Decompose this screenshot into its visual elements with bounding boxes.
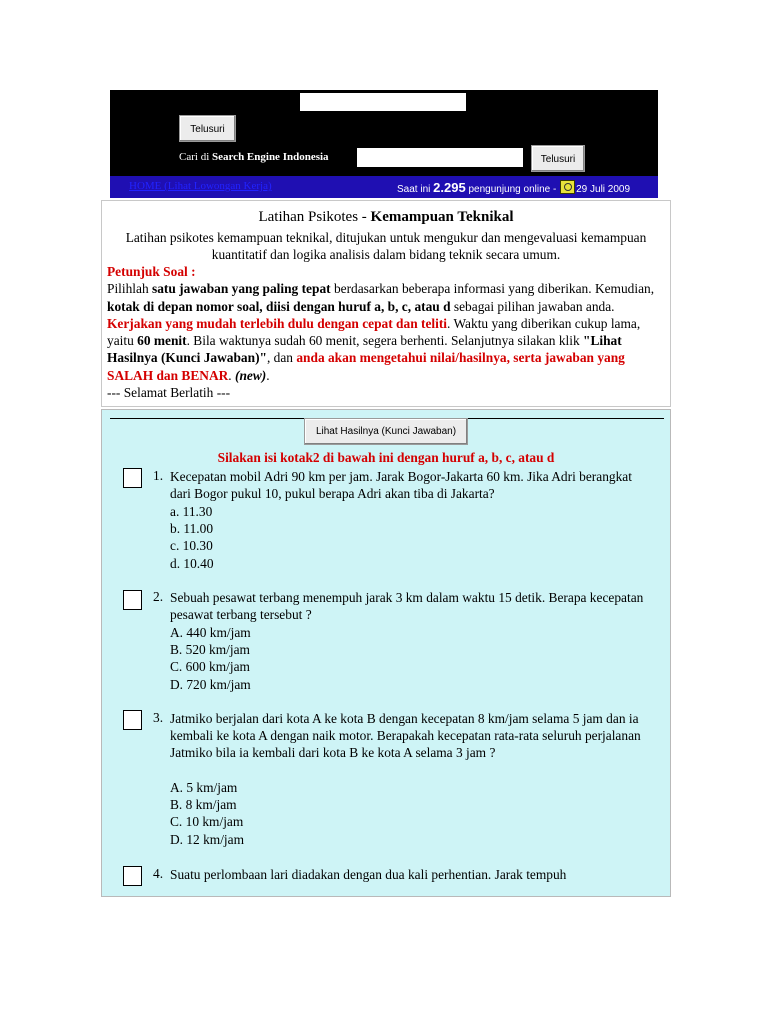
question-options-1 xyxy=(170,503,214,572)
option: B. 520 km/jam xyxy=(170,642,250,658)
intro-text-15: . xyxy=(266,367,270,383)
intro-text-8: 60 menit xyxy=(137,333,187,349)
option: D. 720 km/jam xyxy=(170,676,251,692)
question-text-1: Kecepatan mobil Adri 90 km per jam. Jarak Bogor-Jakarta 60 km. Jika Adri berangkat dari Bogor pukul 10, pukul berapa Adri akan tiba di Jakarta? xyxy=(170,469,632,502)
quiz-instruction: Silakan isi kotak2 di bawah ini dengan huruf a, b, c, atau d xyxy=(217,450,555,465)
option: b. 11.00 xyxy=(170,521,214,537)
option: A. 440 km/jam xyxy=(170,625,251,640)
intro-text-6: Kerjakan yang mudah terlebih dulu dengan cepat dan teliti xyxy=(107,315,448,331)
visitors-count: 2.295 xyxy=(433,180,466,195)
intro-instructions xyxy=(107,263,667,401)
question-text-3: Jatmiko berjalan dari kota A ke kota B dengan kecepatan 8 km/jam selama 5 jam dan ia kembali ke kota A dengan naik motor. Berapakah kecepatan rata-rata seluruh perjalanan Jatmiko bila ia kembali dari kota B ke kota A selama 3 jam ? xyxy=(170,711,641,761)
intro-text-13: . xyxy=(228,367,235,383)
option: d. 10.40 xyxy=(170,555,214,571)
option: A. 5 km/jam xyxy=(170,780,238,795)
question-number-2: 2. xyxy=(153,589,164,604)
home-link[interactable]: HOME (Lihat Lowongan Kerja) xyxy=(129,180,272,192)
intro-text-5: sebagai pilihan jawaban anda. xyxy=(450,298,615,314)
date-text: 29 Juli 2009 xyxy=(576,184,631,195)
search-engine-button[interactable]: Telusuri xyxy=(531,145,585,172)
option: C. 10 km/jam xyxy=(170,814,244,830)
question-options-2 xyxy=(170,624,251,693)
page-title xyxy=(101,209,671,226)
intro-text-3: berdasarkan beberapa informasi yang diberikan. Kemudian, xyxy=(330,281,655,297)
option: c. 10.30 xyxy=(170,538,213,554)
question-number-3: 3. xyxy=(153,710,164,725)
visitors-suffix: pengunjung online - xyxy=(465,184,560,195)
search-button[interactable]: Telusuri xyxy=(179,115,236,142)
intro-text-2: satu jawaban yang paling tepat xyxy=(152,281,331,297)
intro-text-7: . Waktu yang diberikan cukup lama, yaitu xyxy=(107,315,641,349)
question-text-4: Suatu perlombaan lari diadakan dengan dua kali perhentian. Jarak tempuh xyxy=(170,867,567,882)
option: D. 12 km/jam xyxy=(170,831,245,847)
option: a. 11.30 xyxy=(170,504,213,519)
answer-box-3[interactable] xyxy=(123,710,142,730)
answer-box-4[interactable] xyxy=(123,866,142,886)
intro-text-9: . Bila waktunya sudah 60 menit, segera berhenti. Selanjutnya silakan klik xyxy=(186,333,584,349)
closing-text: --- Selamat Berlatih --- xyxy=(107,385,231,401)
intro-text-4: kotak di depan nomor soal, diisi dengan huruf a, b, c, atau d xyxy=(107,298,451,314)
search-engine-input[interactable] xyxy=(356,147,524,168)
search-label-text: Cari di xyxy=(179,151,212,163)
question-text-2: Sebuah pesawat terbang menempuh jarak 3 km dalam waktu 15 detik. Berapa kecepatan pesawat terbang tersebut ? xyxy=(170,590,644,623)
top-text-input[interactable] xyxy=(299,92,467,112)
question-number-4: 4. xyxy=(153,866,164,881)
petunjuk-heading: Petunjuk Soal : xyxy=(107,264,196,279)
title-bold: Kemampuan Teknikal xyxy=(370,209,514,225)
option: C. 600 km/jam xyxy=(170,659,250,675)
intro-subtitle: Latihan psikotes kemampuan teknikal, ditujukan untuk mengukur dan mengevaluasi kemampuan kuantitatif dan logika analisis dalam bidang teknik secara umum. xyxy=(125,230,647,262)
intro-text-11: , dan xyxy=(266,350,297,366)
question-options-3 xyxy=(170,779,244,848)
search-label-bold: Search Engine Indonesia xyxy=(212,151,329,163)
option: B. 8 km/jam xyxy=(170,797,237,813)
calendar-icon xyxy=(560,180,575,194)
intro-text-12: anda akan mengetahui nilai/hasilnya, serta jawaban yang SALAH dan BENAR xyxy=(107,350,625,383)
answer-box-1[interactable] xyxy=(123,468,142,488)
intro-text-1: Pilihlah xyxy=(107,281,153,297)
title-plain: Latihan Psikotes - xyxy=(258,209,371,225)
search-label xyxy=(179,151,329,163)
view-results-button[interactable]: Lihat Hasilnya (Kunci Jawaban) xyxy=(304,418,468,445)
visitor-counter xyxy=(397,180,630,195)
new-badge: (new) xyxy=(235,367,267,383)
answer-box-2[interactable] xyxy=(123,590,142,610)
intro-text-10: "Lihat Hasilnya (Kunci Jawaban)" xyxy=(107,333,622,366)
visitors-prefix: Saat ini xyxy=(397,184,434,195)
question-number-1: 1. xyxy=(153,468,164,483)
